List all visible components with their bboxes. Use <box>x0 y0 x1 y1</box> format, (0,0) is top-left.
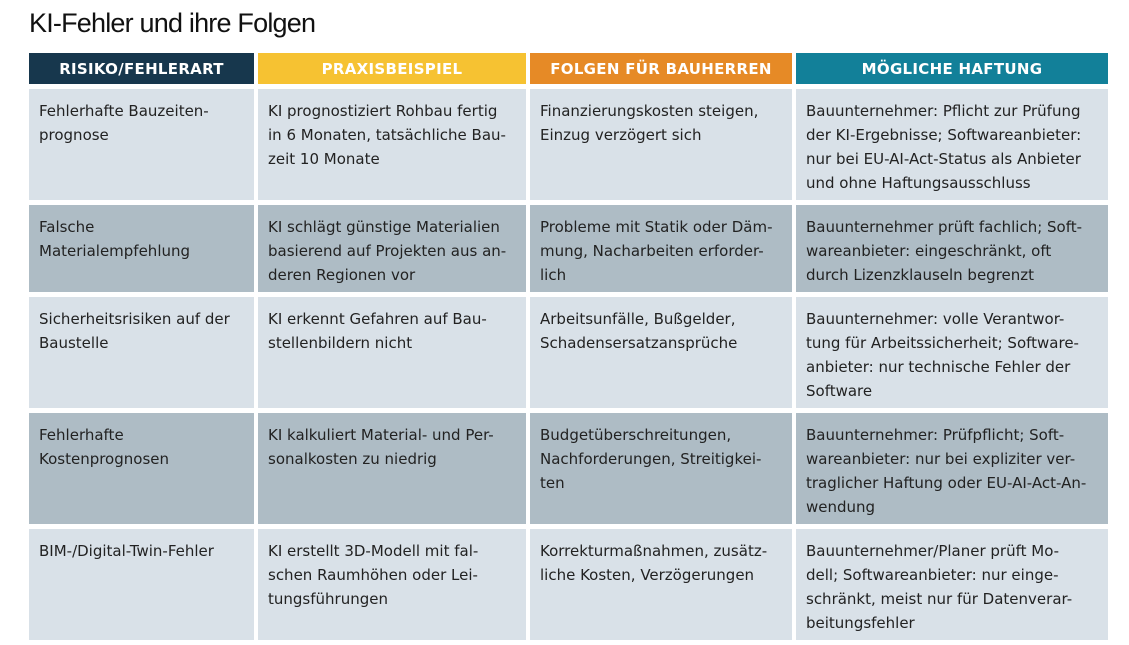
cell-consequences <box>530 529 792 640</box>
cell-risk <box>29 413 254 524</box>
cell-text: Arbeitsunfälle, Bußgelder, Schadensersatzansprüche <box>540 310 738 352</box>
cell-liability <box>796 413 1108 524</box>
cell-text: Bauunternehmer: Pflicht zur Prüfung der KI-Ergebnisse; Softwareanbieter: nur bei EU-AI-Act-Status als Anbieter und ohne Haftungsausschluss <box>806 102 1082 192</box>
cell-consequences <box>530 413 792 524</box>
header-risk: RISIKO/FEHLERART <box>29 53 254 84</box>
cell-text: KI erkennt Gefahren auf Bau- stellenbildern nicht <box>268 310 487 352</box>
cell-text: Falsche Materialempfehlung <box>39 218 191 260</box>
table-row <box>29 529 1108 640</box>
cell-liability <box>796 529 1108 640</box>
cell-text: KI schlägt günstige Materialien basierend auf Projekten aus an- deren Regionen vor <box>268 218 507 284</box>
cell-consequences <box>530 205 792 292</box>
cell-text: KI erstellt 3D-Modell mit fal- schen Raumhöhen oder Lei- tungsführungen <box>268 542 479 608</box>
cell-text: Fehlerhafte Kostenprognosen <box>39 426 169 468</box>
cell-liability <box>796 205 1108 292</box>
cell-liability <box>796 89 1108 200</box>
cell-risk <box>29 529 254 640</box>
table-row <box>29 89 1108 200</box>
table-row <box>29 297 1108 408</box>
cell-consequences <box>530 297 792 408</box>
cell-text: KI kalkuliert Material- und Per- sonalkosten zu niedrig <box>268 426 494 468</box>
cell-example <box>258 89 526 200</box>
cell-consequences <box>530 89 792 200</box>
cell-risk <box>29 205 254 292</box>
cell-text: Fehlerhafte Bauzeiten- prognose <box>39 102 209 144</box>
cell-text: Finanzierungskosten steigen, Einzug verzögert sich <box>540 102 759 144</box>
table-row <box>29 413 1108 524</box>
cell-text: Korrekturmaßnahmen, zusätz- liche Kosten, Verzögerungen <box>540 542 768 584</box>
cell-text: Bauunternehmer/Planer prüft Mo- dell; Softwareanbieter: nur einge- schränkt, meist nur für Datenverar- beitungsfehler <box>806 542 1073 632</box>
cell-example <box>258 297 526 408</box>
cell-text: Budgetüberschreitungen, Nachforderungen, Streitigkei- ten <box>540 426 762 492</box>
cell-risk <box>29 89 254 200</box>
cell-text: Bauunternehmer: volle Verantwor- tung für Arbeitssicherheit; Software- anbieter: nur technische Fehler der Software <box>806 310 1079 400</box>
cell-risk <box>29 297 254 408</box>
table-row <box>29 205 1108 292</box>
cell-liability <box>796 297 1108 408</box>
cell-text: KI prognostiziert Rohbau fertig in 6 Monaten, tatsächliche Bau- zeit 10 Monate <box>268 102 506 168</box>
cell-example <box>258 529 526 640</box>
header-example: PRAXISBEISPIEL <box>258 53 526 84</box>
risk-table <box>25 48 1112 645</box>
cell-text: BIM-/Digital-Twin-Fehler <box>39 542 214 560</box>
cell-text: Bauunternehmer: Prüfpflicht; Soft- wareanbieter: nur bei expliziter ver- traglicher Haftung oder EU-AI-Act-An- wendung <box>806 426 1087 516</box>
cell-example <box>258 413 526 524</box>
cell-text: Bauunternehmer prüft fachlich; Soft- wareanbieter: eingeschränkt, oft durch Lizenzklauseln begrenzt <box>806 218 1083 284</box>
header-liability: MÖGLICHE HAFTUNG <box>796 53 1108 84</box>
cell-example <box>258 205 526 292</box>
header-row <box>29 53 1108 84</box>
header-consequences: FOLGEN FÜR BAUHERREN <box>530 53 792 84</box>
cell-text: Probleme mit Statik oder Däm- mung, Nacharbeiten erforder- lich <box>540 218 773 284</box>
page-title: KI-Fehler und ihre Folgen <box>29 8 316 38</box>
cell-text: Sicherheitsrisiken auf der Baustelle <box>39 310 230 352</box>
